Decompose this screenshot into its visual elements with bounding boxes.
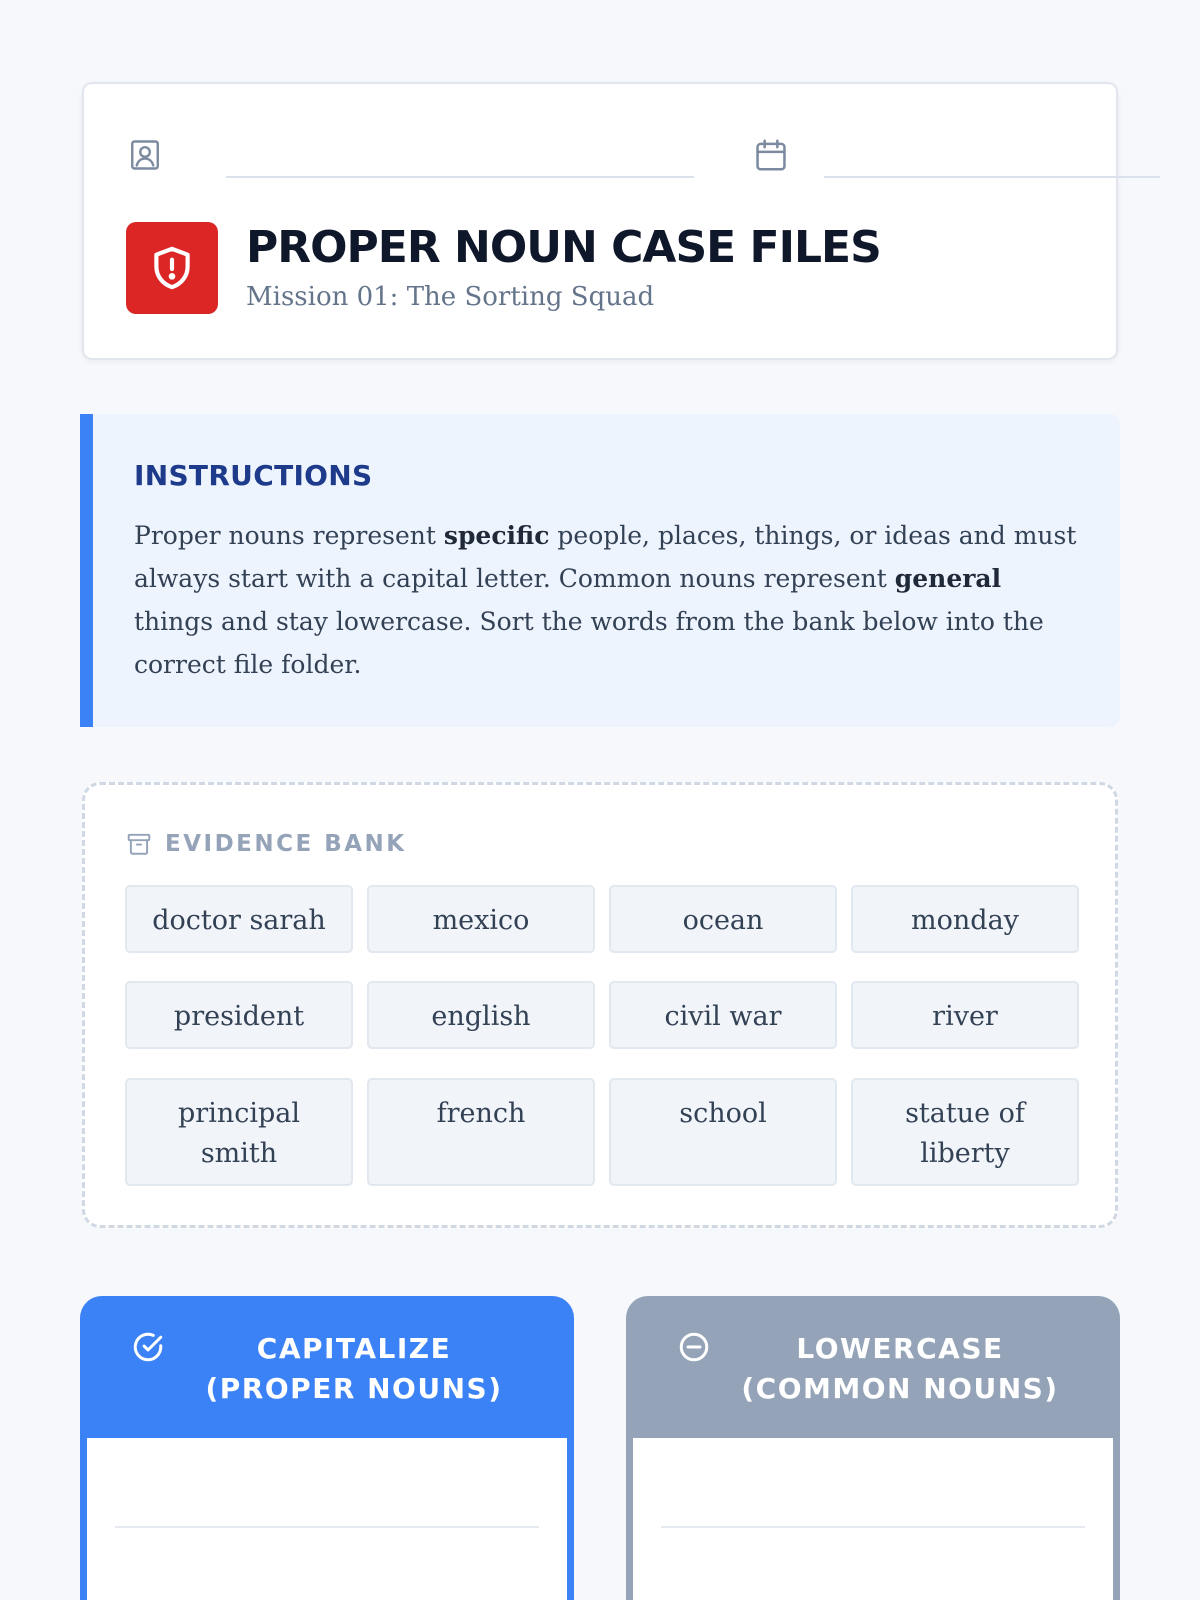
evidence-bank-title: EVIDENCE BANK [165, 831, 407, 857]
writing-line [115, 1526, 539, 1528]
instructions-bold-general: general [894, 564, 1002, 593]
name-field[interactable] [126, 132, 694, 178]
word-chip[interactable]: school [609, 1078, 837, 1186]
word-chip[interactable]: statue of liberty [851, 1078, 1079, 1186]
user-portrait-icon [126, 136, 164, 174]
proper-nouns-folder-header [80, 1296, 574, 1438]
word-chip[interactable]: principal smith [125, 1078, 353, 1186]
instructions-panel [80, 414, 1120, 727]
word-chip[interactable]: river [851, 981, 1079, 1049]
word-chip[interactable]: monday [851, 885, 1079, 953]
date-field[interactable] [752, 132, 1160, 178]
proper-nouns-folder-title: CAPITALIZE (PROPER NOUNS) [205, 1332, 503, 1405]
date-line [824, 176, 1160, 178]
word-chip[interactable]: french [367, 1078, 595, 1186]
instructions-title: INSTRUCTIONS [134, 459, 373, 492]
page-subtitle: Mission 01: The Sorting Squad [246, 282, 655, 312]
page-title: PROPER NOUN CASE FILES [246, 222, 881, 273]
word-chip[interactable]: doctor sarah [125, 885, 353, 953]
word-chip[interactable]: ocean [609, 885, 837, 953]
shield-alert-icon [126, 222, 218, 314]
instructions-text-part: things and stay lowercase. Sort the words from the bank below into the correct file folder. [134, 607, 1044, 679]
instructions-text [134, 514, 1084, 686]
word-chip[interactable]: civil war [609, 981, 837, 1049]
writing-line [661, 1526, 1085, 1528]
check-circle-icon [130, 1329, 166, 1365]
common-nouns-folder-title: LOWERCASE (COMMON NOUNS) [741, 1332, 1059, 1405]
header-card [82, 82, 1118, 360]
proper-nouns-drop-area[interactable] [87, 1438, 567, 1600]
instructions-text-part: Proper nouns represent [134, 521, 444, 550]
word-chip[interactable]: english [367, 981, 595, 1049]
name-line [226, 176, 694, 178]
calendar-icon [752, 136, 790, 174]
minus-circle-icon [676, 1329, 712, 1365]
word-chip[interactable]: president [125, 981, 353, 1049]
common-nouns-folder[interactable] [626, 1296, 1120, 1600]
common-nouns-folder-header [626, 1296, 1120, 1438]
proper-nouns-folder[interactable] [80, 1296, 574, 1600]
instructions-text-part: people, places, things, or ideas and must always start with a capital letter. Common nouns represent [134, 521, 1077, 593]
instructions-bold-specific: specific [443, 521, 550, 550]
common-nouns-drop-area[interactable] [633, 1438, 1113, 1600]
archive-box-icon [125, 830, 153, 858]
evidence-bank [82, 782, 1118, 1228]
word-chip[interactable]: mexico [367, 885, 595, 953]
evidence-bank-label [125, 829, 407, 859]
